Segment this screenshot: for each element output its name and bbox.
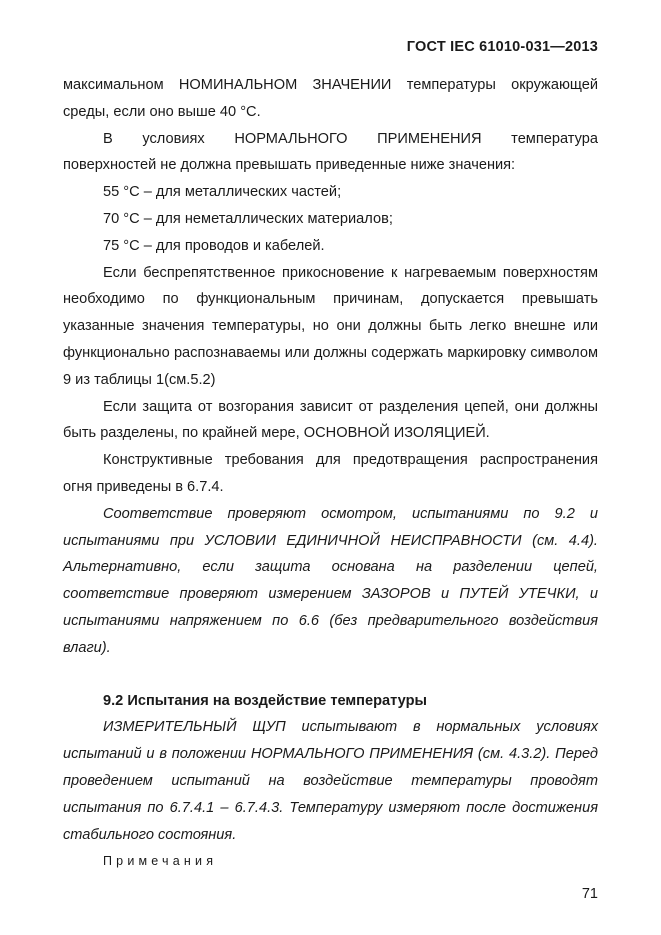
section-body-text: ИЗМЕРИТЕЛЬНЫЙ ЩУП испытывают в нормальных условиях испытаний и в положении НОРМАЛЬНОГО ПРИМЕНЕНИЯ (см. 4.3.2). Перед проведением испытаний на воздействие температуры проводят испытания по 6.7.4.1 – 6.7.4.3. Температуру измеряют после достижения стабильного состояния. xyxy=(63,719,598,843)
paragraph-normal-use-first-line: В условиях НОРМАЛЬНОГО ПРИМЕНЕНИЯ температура xyxy=(103,130,598,147)
notes-label: Примечания xyxy=(103,854,218,869)
document-standard-header: ГОСТ IEC 61010-031—2013 xyxy=(406,39,598,55)
paragraph-compliance-check: Соответствие проверяют осмотром, испытаниями по 9.2 и испытаниями при УСЛОВИИ ЕДИНИЧНОЙ НЕИСПРАВНОСТИ (см. 4.4). Альтернативно, если защита основана на разделении цепей, соответствие проверяют измерением ЗАЗОРОВ и ПУТЕЙ УТЕЧКИ, и испытаниями напряжением по 6.6 (без предварительного воздействия влаги). xyxy=(63,505,598,656)
page-number: 71 xyxy=(581,886,598,902)
paragraph-ambient-temperature: максимальном НОМИНАЛЬНОМ ЗНАЧЕНИИ температуры окружающей среды, если оно выше 40 °С. xyxy=(63,77,598,120)
list-item-nonmetal-materials: 70 °С – для неметаллических материалов; xyxy=(103,210,393,227)
paragraph-construction-requirements: Конструктивные требования для предотвращения распространения огня приведены в 6.7.4. xyxy=(63,452,598,495)
list-item-wires-cables: 75 °С – для проводов и кабелей. xyxy=(103,237,325,254)
section-spacer xyxy=(63,662,598,688)
list-item-metal-parts: 55 °С – для металлических частей; xyxy=(103,184,342,201)
paragraph-normal-use-continuation: поверхностей не должна превышать приведенные ниже значения: xyxy=(63,157,516,174)
paragraph-unobstructed-contact: Если беспрепятственное прикосновение к нагреваемым поверхностям необходимо по функциональным причинам, допускается превышать указанные значения температуры, но они должны быть легко внешне или функционально распознаваемы или должны содержать маркировку символом 9 из таблицы 1(см.5.2) xyxy=(63,264,598,388)
section-heading: 9.2 Испытания на воздействие температуры xyxy=(103,692,427,709)
paragraph-fire-protection: Если защита от возгорания зависит от разделения цепей, они должны быть разделены, по крайней мере, ОСНОВНОЙ ИЗОЛЯЦИЕЙ. xyxy=(63,398,598,442)
page-body xyxy=(63,72,598,875)
